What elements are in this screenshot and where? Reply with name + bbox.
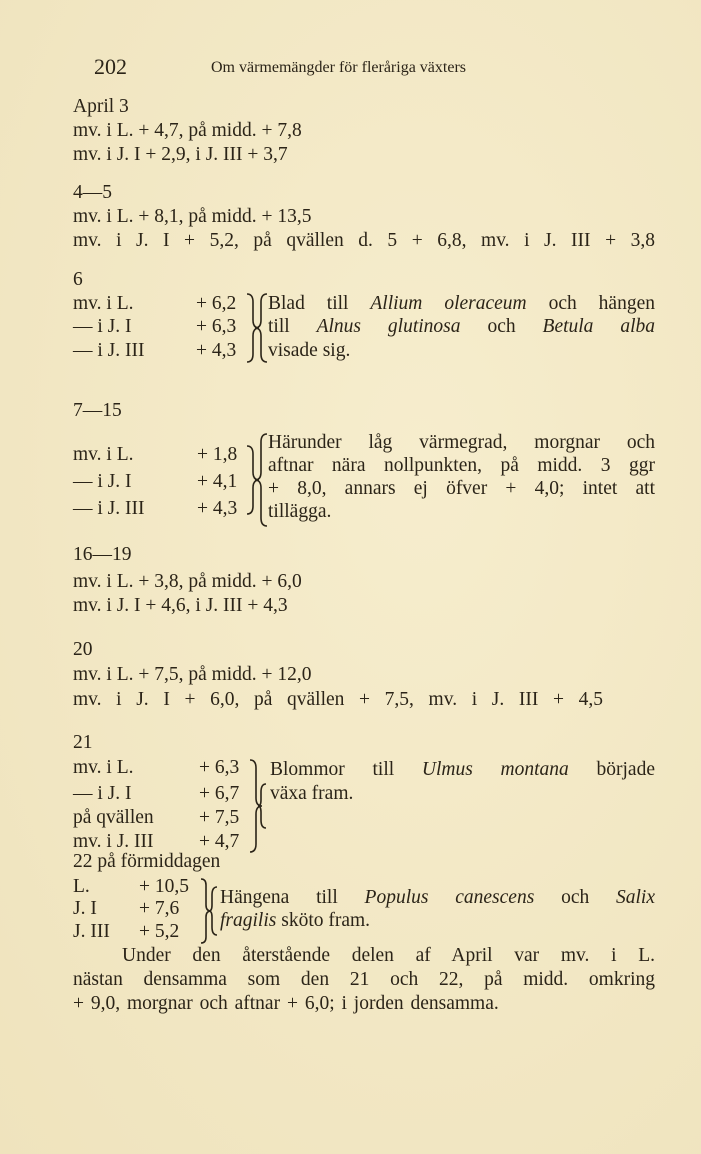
text-line: mv. i J. I + 6,0, på qvällen + 7,5, mv. i J. III + 4,5 [73, 689, 603, 710]
row-label: mv. i L. [73, 293, 134, 314]
row-label: L. [73, 876, 90, 897]
species-name: Ulmus montana [421, 759, 569, 780]
row-value: + 6,2 [196, 293, 237, 314]
note-text: och hängen [526, 293, 655, 314]
section-date: 4—5 [73, 182, 112, 203]
note-text: och [534, 887, 616, 908]
page-number: 202 [94, 54, 127, 79]
brace-icon [199, 877, 219, 945]
note-text: Hängena till [220, 887, 365, 908]
row-label: mv. i L. [73, 757, 134, 778]
row-value: + 4,3 [197, 498, 238, 519]
text-line: mv. i L. + 4,7, på midd. + 7,8 [73, 120, 302, 141]
text-line: mv. i J. I + 2,9, i J. III + 3,7 [73, 144, 288, 165]
row-label: J. III [73, 921, 110, 942]
note-line: + 8,0, annars ej öfver + 4,0; intet att [268, 478, 655, 499]
note-text: Blommor till [270, 759, 422, 780]
brace-icon [248, 758, 268, 854]
row-value: + 4,3 [196, 340, 237, 361]
row-label: mv. i L. [73, 444, 134, 465]
row-label: — i J. III [73, 340, 145, 361]
species-name: Salix [616, 887, 655, 908]
row-label: J. I [73, 898, 97, 919]
row-value: + 6,3 [196, 316, 237, 337]
note-line [268, 315, 655, 339]
row-value: + 7,5 [199, 807, 240, 828]
text-line: mv. i L. + 8,1, på midd. + 13,5 [73, 206, 312, 227]
note-text: sköto fram. [276, 910, 371, 931]
note-line [270, 758, 655, 782]
section-date: April 3 [73, 96, 129, 117]
brace-icon [245, 432, 269, 528]
paragraph-line: + 9,0, morgnar och aftnar + 6,0; i jorden densamma. [73, 993, 499, 1014]
section-date: 7—15 [73, 400, 122, 421]
row-label: — i J. I [73, 316, 132, 337]
note-text: till [268, 316, 317, 337]
row-label: på qvällen [73, 807, 154, 828]
text-line: mv. i J. I + 5,2, på qvällen d. 5 + 6,8, mv. i J. III + 3,8 [73, 230, 655, 251]
note-text: och [460, 316, 543, 337]
note-text: började [568, 759, 655, 780]
row-value: + 6,3 [199, 757, 240, 778]
text-line: mv. i L. + 7,5, på midd. + 12,0 [73, 664, 312, 685]
species-name: Populus canescens [364, 887, 535, 908]
species-name: Betula alba [542, 316, 656, 337]
row-value: + 7,6 [139, 898, 180, 919]
brace-icon [245, 292, 269, 364]
paragraph-line: Under den återstående delen af April var mv. i L. [122, 945, 655, 966]
note-line: tillägga. [268, 501, 332, 522]
note-line [220, 886, 655, 910]
row-value: + 4,7 [199, 831, 240, 852]
row-value: + 10,5 [139, 876, 189, 897]
note-line: Härunder låg värmegrad, morgnar och [268, 432, 655, 453]
paragraph-line: nästan densamma som den 21 och 22, på midd. omkring [73, 969, 655, 990]
row-value: + 1,8 [197, 444, 238, 465]
section-date: 20 [73, 639, 93, 660]
running-title: Om värmemängder för fleråriga växters [211, 59, 466, 76]
section-date: 6 [73, 269, 83, 290]
row-label: — i J. I [73, 783, 132, 804]
species-name: Allium oleraceum [370, 293, 527, 314]
row-value: + 6,7 [199, 783, 240, 804]
row-label: — i J. III [73, 498, 145, 519]
note-line [220, 909, 370, 933]
note-line: visade sig. [268, 340, 351, 361]
row-value: + 4,1 [197, 471, 238, 492]
section-date: 16—19 [73, 544, 132, 565]
note-line [268, 292, 655, 316]
species-name: fragilis [220, 910, 277, 931]
row-label: — i J. I [73, 471, 132, 492]
row-label: mv. i J. III [73, 831, 154, 852]
note-line: växa fram. [270, 783, 354, 804]
note-line: aftnar nära nollpunkten, på midd. 3 ggr [268, 455, 655, 476]
text-line: mv. i J. I + 4,6, i J. III + 4,3 [73, 595, 288, 616]
species-name: Alnus glutinosa [316, 316, 461, 337]
note-text: Blad till [268, 293, 371, 314]
row-value: + 5,2 [139, 921, 180, 942]
text-line: mv. i L. + 3,8, på midd. + 6,0 [73, 571, 302, 592]
section-date: 22 på förmiddagen [73, 851, 221, 872]
section-date: 21 [73, 732, 93, 753]
